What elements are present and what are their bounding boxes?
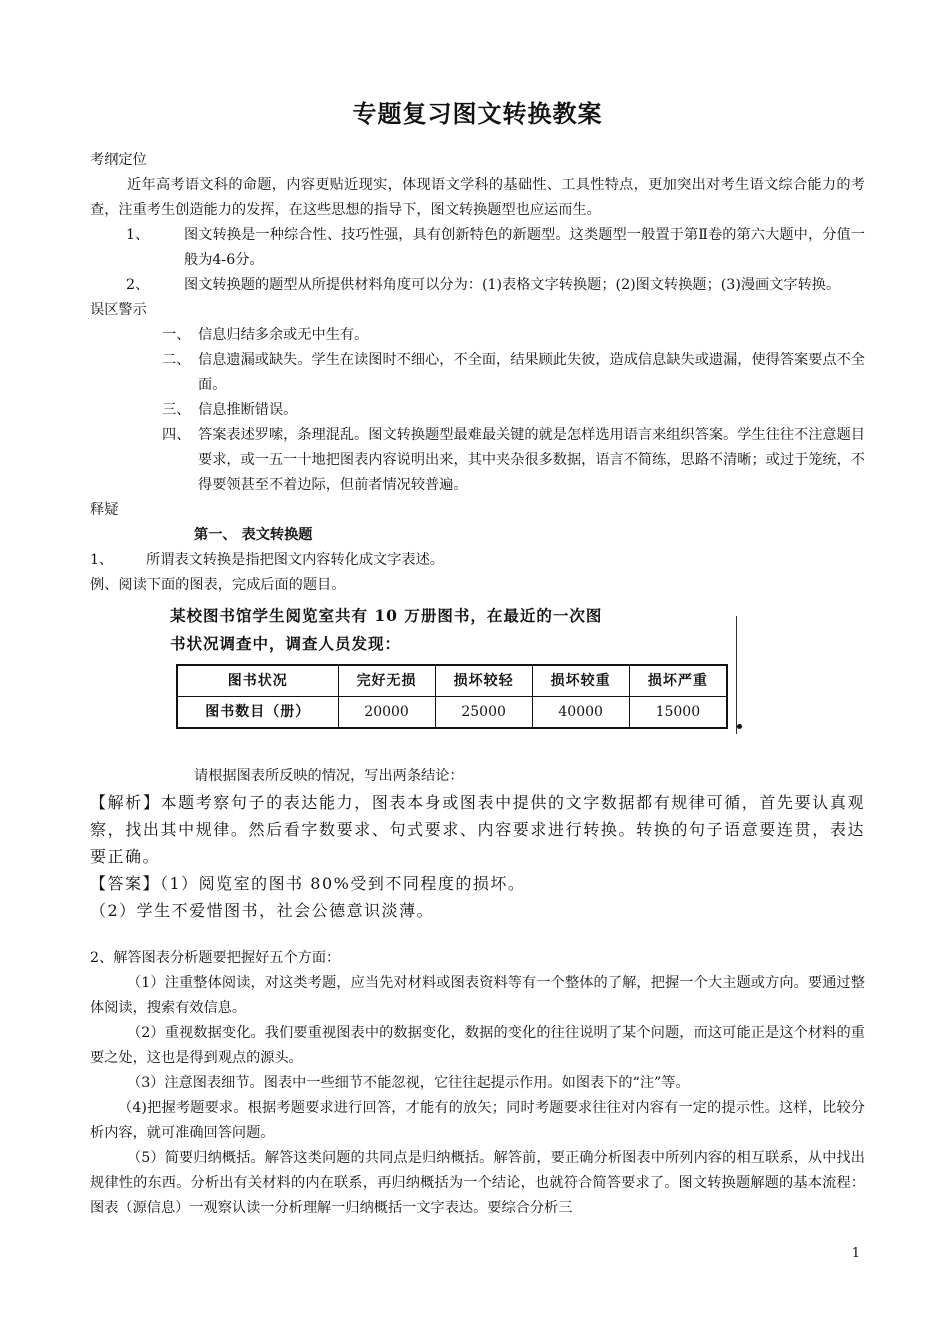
item-number: 三、 [162, 402, 191, 418]
table-header-cell: 完好无损 [338, 665, 435, 697]
table-cell: 15000 [629, 697, 727, 729]
answer-line-2: （2）学生不爱惜图书，社会公德意识淡薄。 [90, 901, 435, 920]
aspect-5: （5）简要归纳概括。解答这类问题的共同点是归纳概括。解答前，要正确分析图表中所列内容的相互联系，从中找出规律性的东西。分析出有关材料的内在联系，再归纳概括为一个结论，也就符合简答要求了。图文转换题解题的基本流程：图表（源信息）一观察认读一分析理解一归纳概括一文字表达。要综合分析三 [90, 1150, 865, 1216]
item-number: 2、 [126, 277, 150, 293]
scan-edge-line [736, 616, 740, 734]
document-page [90, 98, 865, 1221]
example-figure [130, 602, 712, 734]
item-text: 答案表述罗嗦，条理混乱。图文转换题型最难最关键的就是怎样选用语言来组织答案。学生往往不注意题目要求，或一五一十地把图表内容说明出来，其中夹杂很多数据，语言不简练，思路不清晰；或过于笼统，不得要领甚至不着边际，但前者情况较普遍。 [198, 427, 865, 493]
aspect-3: （3）注意图表细节。图表中一些细节不能忽视，它往往起提示作用。如图表下的“注”等。 [127, 1075, 690, 1091]
section-shiyi: 释疑 [90, 502, 119, 518]
example-intro: 例、阅读下面的图表，完成后面的题目。 [90, 577, 346, 593]
wuqu-item-2 [90, 348, 865, 398]
item-number: 一、 [162, 327, 191, 343]
answer-line-1: 【答案】（1）阅览室的图书 80%受到不同程度的损坏。 [90, 874, 526, 893]
table-cell: 20000 [338, 697, 435, 729]
aspect-4: （4)把握考题要求。根据考题要求进行回答，才能有的放矢；同时考题要求往往对内容有一定的提示性。这样，比较分析内容，就可准确回答问题。 [90, 1100, 865, 1141]
table-header-cell: 损坏较轻 [435, 665, 532, 697]
scan-edge-dot [737, 724, 742, 729]
kaogang-item-2 [90, 273, 865, 298]
item-text: 信息遗漏或缺失。学生在读图时不细心，不全面，结果顾此失彼，造成信息缺失或遗漏，使得答案要点不全面。 [198, 352, 865, 393]
part1-item-1 [90, 548, 865, 573]
item-text: 信息归结多余或无中生有。 [198, 327, 369, 343]
table-row [177, 697, 727, 729]
table-cell: 40000 [532, 697, 629, 729]
intro-paragraph: 近年高考语文科的命题，内容更贴近现实，体现语文学科的基础性、工具性特点，更加突出对考生语文综合能力的考查，注重考生创造能力的发挥，在这些思想的指导下，图文转换题型也应运而生。 [90, 177, 865, 218]
table-header-cell: 图书状况 [177, 665, 338, 697]
item-text: 图文转换题的题型从所提供材料角度可以分为：(1)表格文字转换题；(2)图文转换题；(3)漫画文字转换。 [184, 277, 841, 293]
table-header-row [177, 665, 727, 697]
page-number: 1 [851, 1246, 860, 1261]
table-row-label: 图书数目（册） [177, 697, 338, 729]
kaogang-item-1 [90, 223, 865, 273]
wuqu-item-4 [90, 423, 865, 498]
item-number: 二、 [162, 352, 191, 368]
page-title: 专题复习图文转换教案 [352, 99, 603, 128]
section-kaogang: 考纲定位 [90, 152, 147, 168]
figure-caption-line1: 某校图书馆学生阅览室共有 10 万册图书，在最近的一次图 [170, 606, 603, 625]
aspect-1: （1）注重整体阅读，对这类考题，应当先对材料或图表资料等有一个整体的了解，把握一个大主题或方向。要通过整体阅读，搜索有效信息。 [90, 975, 865, 1016]
item-number: 1、 [90, 552, 114, 568]
wuqu-item-1 [90, 323, 865, 348]
table-header-cell: 损坏较重 [532, 665, 629, 697]
wuqu-item-3 [90, 398, 865, 423]
item-text: 图文转换是一种综合性、技巧性强，具有创新特色的新题型。这类题型一般置于第Ⅱ卷的第六大题中，分值一般为4-6分。 [184, 227, 865, 268]
table-cell: 25000 [435, 697, 532, 729]
table-header-cell: 损坏严重 [629, 665, 727, 697]
analysis-paragraph: 【解析】本题考察句子的表达能力，图表本身或图表中提供的文字数据都有规律可循，首先要认真观察，找出其中规律。然后看字数要求、句式要求、内容要求进行转换。转换的句子语意要连贯，表达要正确。 [90, 793, 865, 866]
part2-intro: 2、解答图表分析题要把握好五个方面： [90, 950, 341, 966]
item-number: 四、 [162, 427, 191, 443]
section-wuqu: 误区警示 [90, 302, 147, 318]
aspect-2: （2）重视数据变化。我们要重视图表中的数据变化，数据的变化的往往说明了某个问题，而这可能正是这个材料的重要之处，这也是得到观点的源头。 [90, 1025, 865, 1066]
spacer [90, 924, 865, 946]
item-text: 信息推断错误。 [198, 402, 298, 418]
figure-caption-line2: 书状况调查中，调查人员发现： [170, 634, 402, 653]
item-text: 所谓表文转换是指把图文内容转化成文字表述。 [146, 552, 444, 568]
item-number: 1、 [126, 227, 150, 243]
book-status-table [176, 664, 728, 729]
part1-heading: 第一、 表文转换题 [194, 527, 313, 543]
question-prompt: 请根据图表所反映的情况，写出两条结论： [194, 768, 464, 784]
